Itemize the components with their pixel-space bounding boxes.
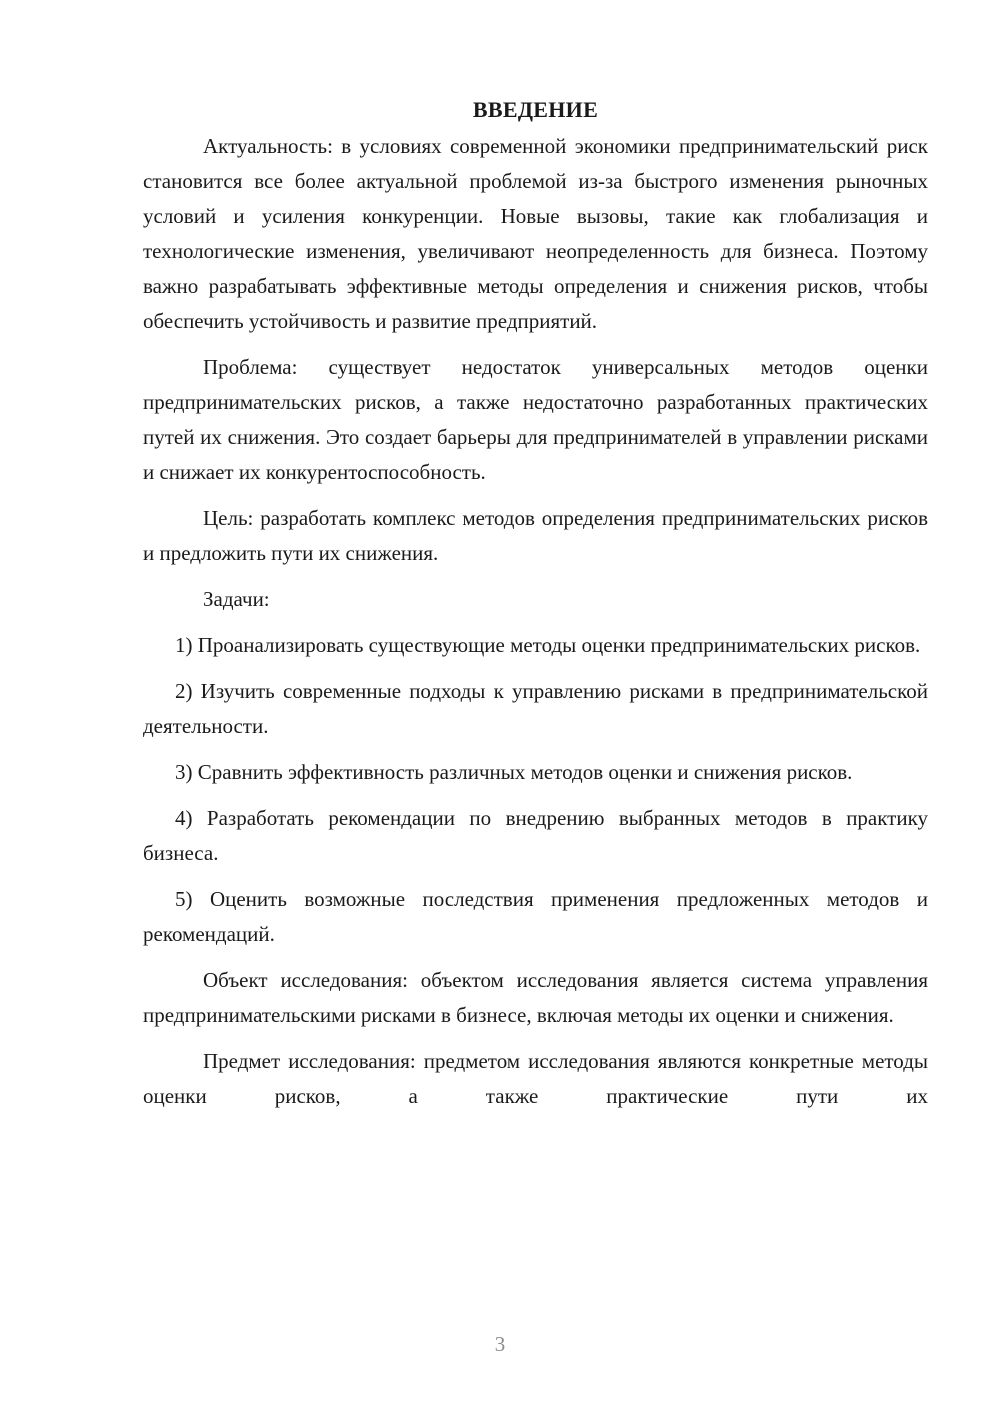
- task-item-4: 4) Разработать рекомендации по внедрению выбранных методов в практику бизнеса.: [143, 806, 928, 865]
- task-item-3: 3) Сравнить эффективность различных методов оценки и снижения рисков.: [175, 760, 853, 784]
- section-heading: ВВЕДЕНИЕ: [472, 97, 599, 122]
- page-number: 3: [494, 1332, 506, 1356]
- paragraph-problem: Проблема: существует недостаток универсальных методов оценки предпринимательских рисков, а также недостаточно разработанных практических путей их снижения. Это создает барьеры для предпринимателей в управлении рисками и снижает их конкурентоспособность.: [143, 355, 928, 484]
- task-item-1: 1) Проанализировать существующие методы оценки предпринимательских рисков.: [175, 633, 921, 657]
- paragraph-goal: Цель: разработать комплекс методов определения предпринимательских рисков и предложить пути их снижения.: [143, 506, 928, 565]
- tasks-label: Задачи:: [203, 587, 270, 611]
- paragraph-relevance: Актуальность: в условиях современной экономики предпринимательский риск становится все более актуальной проблемой из-за быстрого изменения рыночных условий и усиления конкуренции. Новые вызовы, такие как глобализация и технологические изменения, увеличивают неопределенность для бизнеса. Поэтому важно разрабатывать эффективные методы определения и снижения рисков, чтобы обеспечить устойчивость и развитие предприятий.: [143, 134, 928, 333]
- paragraph-object: Объект исследования: объектом исследования является система управления предпринимательскими рисками в бизнесе, включая методы их оценки и снижения.: [143, 968, 928, 1027]
- task-item-5: 5) Оценить возможные последствия применения предложенных методов и рекомендаций.: [143, 887, 928, 946]
- page-content: [143, 95, 928, 1125]
- task-item-2: 2) Изучить современные подходы к управлению рисками в предпринимательской деятельности.: [143, 679, 928, 738]
- paragraph-subject: Предмет исследования: предметом исследования являются конкретные методы оценки рисков, а также практические пути их: [143, 1049, 928, 1108]
